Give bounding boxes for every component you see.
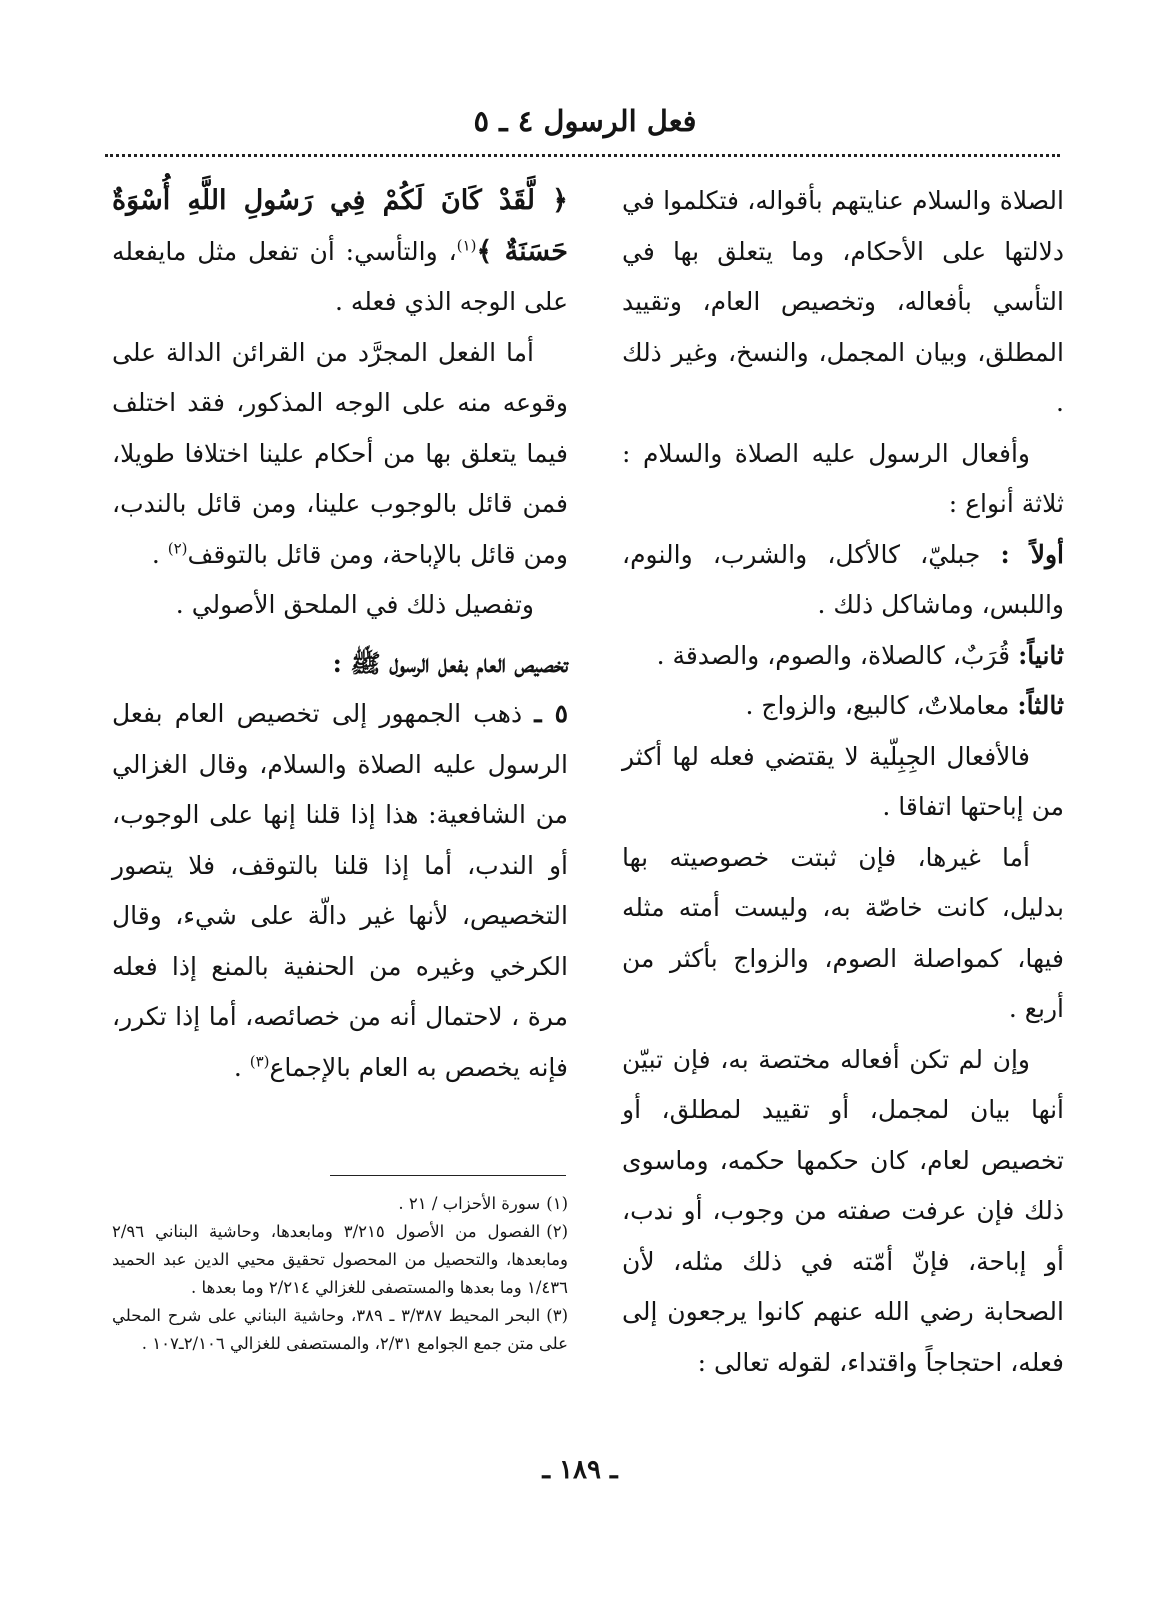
running-header: فعل الرسول ٤ ـ ٥ (473, 104, 697, 138)
list-label: ثالثاً: (1017, 691, 1064, 720)
paragraph: الصلاة والسلام عنايتهم بأقواله، فتكلموا في دلالتها على الأحكام، وما يتعلق بها في التأسي بأفعاله، وتخصيص العام، وتقييد المطلق، وبيان المجمل، والنسخ، وغير ذلك . (622, 186, 1064, 417)
list-item-second (622, 631, 1064, 682)
quran-verse: ﴿ لَّقَدْ كَانَ لَكُمْ فِي رَسُولِ اللَّهِ أُسْوَةٌ حَسَنَةٌ ﴾ (112, 185, 569, 267)
footnote-separator (330, 1175, 566, 1176)
paragraph: وأفعال الرسول عليه الصلاة والسلام : ثلاثة أنواع : (622, 438, 1064, 518)
paragraph-end: . (233, 1052, 250, 1082)
list-item-third (622, 681, 1064, 732)
paragraph (112, 176, 568, 328)
paragraph-text: أما الفعل المجرَّد من القرائن الدالة على وقوعه منه على الوجه المذكور، فقد اختلف فيما يتعلق بها من أحكام علينا اختلافا طويلا، فمن قائل بالوجوب علينا، ومن قائل بالندب، ومن قائل بالإباحة، ومن قائل بالتوقف (112, 337, 568, 569)
footnote (112, 1190, 568, 1218)
paragraph: أما غيرها، فإن ثبتت خصوصيته بها بدليل، كانت خاصّة به، وليست أمته مثله فيها، كمواصلة الصوم، والزواج بأكثر من أربع . (622, 842, 1064, 1023)
paragraph-text: ذهب الجمهور إلى تخصيص العام بفعل الرسول عليه الصلاة والسلام، وقال الغزالي من الشافعية: هذا إذا قلنا إنها على الوجوب، أو الندب، أما إذا قلنا بالتوقف، فلا يتصور التخصيص، لأنها غير دالّة على شيء، وقال الكرخي وغيره من الحنفية بالمنع إذا فعله مرة ، لاحتمال أنه من خصائصه، أما إذا تكرر، فإنه يخصص به العام بالإجماع (112, 699, 568, 1082)
header-dotted-rule (105, 154, 1060, 157)
list-label: ثانياً: (1018, 640, 1064, 670)
paragraph-text: ، والتأسي: أن تفعل مثل مايفعله على الوجه الذي فعله . (112, 236, 568, 316)
footnote-ref: (٢) (167, 539, 188, 558)
list-item-first (622, 530, 1064, 631)
right-column (622, 176, 1064, 1388)
footnote-number: (٢) (546, 1222, 568, 1241)
footnote (112, 1218, 568, 1302)
list-text: معاملاتٌ، كالبيع، والزواج . (745, 691, 1018, 720)
paragraph: وتفصيل ذلك في الملحق الأصولي . (175, 590, 534, 619)
footnote-number: (١) (546, 1194, 568, 1213)
paragraph: فالأفعال الجِبِلّية لا يقتضي فعله لها أكثر من إباحتها اتفاقا . (622, 741, 1064, 821)
footnote (112, 1302, 568, 1358)
list-text: قُرَبٌ، كالصلاة، والصوم، والصدقة . (656, 640, 1019, 670)
paragraph (112, 328, 568, 581)
paragraph: وإن لم تكن أفعاله مختصة به، فإن تبيّن أنها بيان لمجمل، أو تقييد لمطلق، أو تخصيص لعام، كان حكمها حكمه، وماسوى ذلك فإن عرفت صفته من وجوب، أو ندب، أو إباحة، فإنّ أمّته في ذلك مثله، لأن الصحابة رضي الله عنهم كانوا يرجعون إلى فعله، احتجاجاً واقتداء، لقوله تعالى : (622, 1044, 1064, 1377)
footnote-text: البحر المحيط ٣/٣٨٧ ـ ٣٨٩، وحاشية البناني على شرح المحلي على متن جمع الجوامع ٢/٣١، والمستصفى للغزالي ٢/١٠٦ـ١٠٧ . (112, 1306, 568, 1353)
paragraph (112, 689, 568, 1093)
list-text: جبليّ، كالأكل، والشرب، والنوم، واللبس، وماشاكل ذلك . (622, 539, 1064, 619)
left-column (112, 176, 568, 1093)
section-title: تخصيص العام بفعل الرسول ﷺ : (332, 648, 568, 678)
paragraph-end: . (151, 539, 168, 569)
list-label: أولاً : (1000, 539, 1064, 569)
footnote-text: الفصول من الأصول ٣/٢١٥ ومابعدها، وحاشية البناني ٢/٩٦ ومابعدها، والتحصيل من المحصول تحقيق محيي الدين عبد الحميد ١/٤٣٦ وما بعدها والمستصفى للغزالي ٢/٢١٤ وما بعدها . (112, 1222, 568, 1297)
footnotes (112, 1190, 568, 1358)
footnote-ref: (٣) (249, 1052, 270, 1071)
footnote-text: سورة الأحزاب / ٢١ . (398, 1194, 541, 1213)
footnote-ref: (١) (456, 236, 477, 255)
footnote-number: (٣) (546, 1306, 569, 1325)
page-number: ـ ١٨٩ ـ (542, 1455, 618, 1485)
paragraph-number: ٥ ـ (534, 699, 568, 728)
